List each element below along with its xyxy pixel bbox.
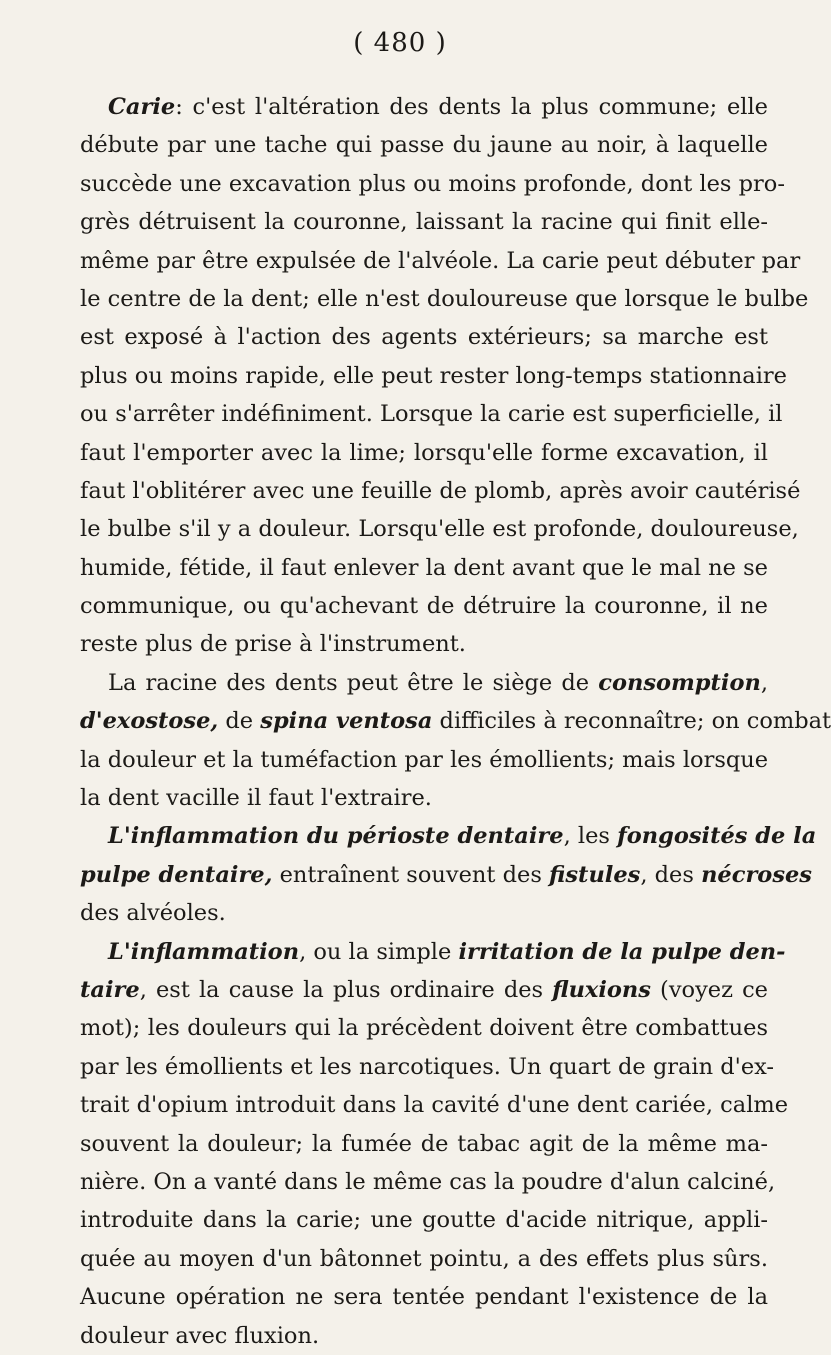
text-line: Aucune opération ne sera tentée pendant l'existence de la (80, 1284, 768, 1311)
text-span: de (218, 708, 261, 735)
text-span: , (760, 669, 768, 696)
text-line: le bulbe s'il y a douleur. Lorsqu'elle est profonde, douloureuse, (80, 516, 799, 543)
text-line: même par être expulsée de l'alvéole. La carie peut débuter par (80, 247, 801, 274)
text-line: ou s'arrêter indéfiniment. Lorsque la carie est superficielle, il (80, 401, 783, 428)
text-line: faut l'emporter avec la lime; lorsqu'elle forme excavation, il (80, 439, 768, 466)
text-line (80, 971, 768, 1009)
paragraph-inflammation (80, 933, 789, 1355)
text-line (80, 664, 768, 702)
text-line (80, 856, 812, 894)
paragraph-carie (80, 88, 809, 664)
text-line: la douleur et la tuméfaction par les émollients; mais lorsque (80, 746, 769, 773)
text-line: débute par une tache qui passe du jaune au noir, à laquelle (80, 132, 768, 159)
text-line: souvent la douleur; la fumée de tabac agit de la même ma- (80, 1130, 768, 1157)
text-span: entraînent souvent des (272, 861, 550, 888)
text-span: , les (563, 823, 618, 850)
text-line (80, 817, 817, 855)
text-line: trait d'opium introduit dans la cavité d'une dent cariée, calme (80, 1092, 789, 1119)
text-span: , des (640, 861, 702, 888)
text-line: nière. On a vanté dans le même cas la poudre d'alun calciné, (80, 1168, 776, 1195)
term-carie: Carie (108, 94, 176, 120)
term-consomption: consomption (598, 669, 761, 696)
text-line: reste plus de prise à l'instrument. (80, 631, 466, 658)
text-line: faut l'oblitérer avec une feuille de plomb, après avoir cautérisé (80, 477, 801, 504)
text-line: grès détruisent la couronne, laissant la racine qui finit elle- (80, 209, 768, 236)
term-taire: taire (80, 976, 140, 1003)
text-span: : c'est l'altération des dents la plus commune; elle (175, 94, 768, 120)
term-pulpe-dentaire: pulpe dentaire, (80, 861, 273, 888)
text-line: le centre de la dent; elle n'est douloureuse que lorsque le bulbe (80, 285, 809, 312)
term-inflammation: L'inflammation (108, 938, 300, 965)
text-line: mot); les douleurs qui la précèdent doivent être combattues (80, 1015, 768, 1042)
text-span: , ou la simple (299, 938, 459, 965)
paragraph-racine (80, 664, 831, 818)
text-line: plus ou moins rapide, elle peut rester long-temps stationnaire (80, 362, 787, 389)
text-line: la dent vacille il faut l'extraire. (80, 785, 432, 812)
text-line (80, 933, 786, 971)
text-line: des alvéoles. (80, 900, 226, 927)
text-line: par les émollients et les narcotiques. Un quart de grain d'ex- (80, 1053, 775, 1080)
text-line (80, 702, 831, 740)
text-line: quée au moyen d'un bâtonnet pointu, a des effets plus sûrs. (80, 1245, 768, 1272)
text-line (80, 88, 768, 126)
paragraph-perioste (80, 817, 817, 932)
text-line: introduite dans la carie; une goutte d'acide nitrique, appli- (80, 1207, 768, 1234)
text-span: La racine des dents peut être le siège de (108, 669, 599, 696)
text-line: humide, fétide, il faut enlever la dent avant que le mal ne se (80, 554, 768, 581)
text-line: succède une excavation plus ou moins profonde, dont les pro- (80, 170, 785, 197)
term-fluxions: fluxions (552, 976, 651, 1003)
text-line: douleur avec fluxion. (80, 1322, 320, 1349)
text-line: communique, ou qu'achevant de détruire la couronne, il ne (80, 593, 768, 620)
term-exostose: d'exostose, (80, 708, 219, 735)
text-span: difficiles à reconnaître; on combat (432, 708, 831, 735)
term-inflammation-perioste: L'inflammation du périoste dentaire (108, 823, 564, 850)
term-irritation-pulpe: irritation de la pulpe den- (458, 938, 786, 965)
term-spina-ventosa: spina ventosa (260, 708, 433, 735)
term-fistules: fistules (549, 861, 641, 888)
body-text (80, 88, 831, 1355)
term-necroses: nécroses (701, 861, 812, 888)
text-span: , est la cause la plus ordinaire des (139, 976, 553, 1003)
term-fongosites: fongosités de la (617, 823, 817, 850)
text-span: (voyez ce (650, 976, 768, 1003)
text-line: est exposé à l'action des agents extérieurs; sa marche est (80, 324, 768, 351)
page-number: ( 480 ) (353, 28, 447, 58)
